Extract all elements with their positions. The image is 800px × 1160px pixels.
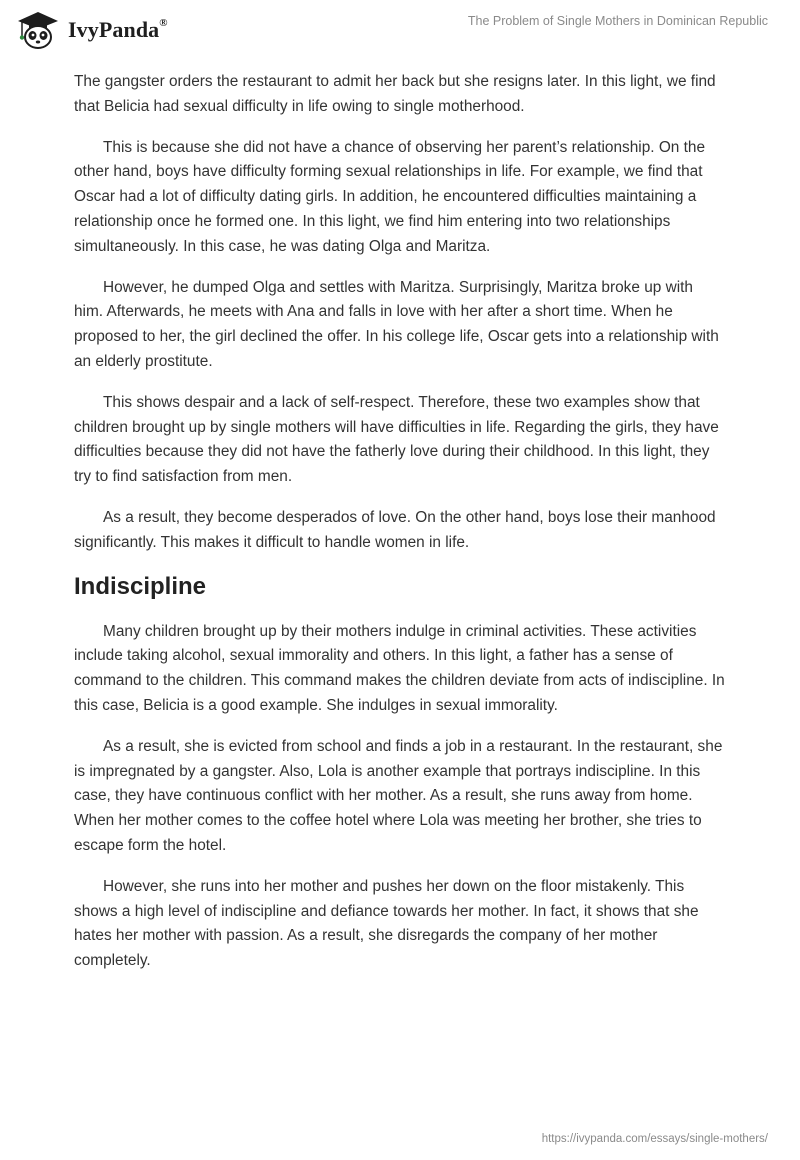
footer-url[interactable]: https://ivypanda.com/essays/single-mothers/ bbox=[541, 1133, 768, 1145]
essay-body bbox=[74, 70, 726, 990]
paragraph: This shows despair and a lack of self-respect. Therefore, these two examples show that children brought up by single mothers will have difficulties in life. Regarding the girls, they have difficulties because they did not have the fatherly love during their childhood. In this light, they try to find satisfaction from men. bbox=[74, 393, 719, 486]
logo[interactable] bbox=[14, 8, 168, 52]
page-header bbox=[0, 0, 800, 60]
paragraph: Many children brought up by their mothers indulge in criminal activities. These activities include taking alcohol, sexual immorality and others. In this light, a father has a sense of command to the children. This command makes the children deviate from acts of indiscipline. In this case, Belicia is a good example. She indulges in sexual immorality. bbox=[74, 622, 725, 714]
paragraph: This is because she did not have a chance of observing her parent’s relationship. On the other hand, boys have difficulty forming sexual relationships in life. For example, we find that Oscar had a lot of difficulty dating girls. In addition, he encountered difficulties maintaining a relationship once he formed one. In this light, we find him entering into two relationships simultaneously. In this case, he was dating Olga and Maritza. bbox=[74, 138, 706, 255]
brand-name: IvyPanda® bbox=[68, 16, 168, 42]
paragraph: However, he dumped Olga and settles with Maritza. Surprisingly, Maritza broke up with him. Afterwards, he meets with Ana and falls in love with her after a short time. When he proposed to her, the girl declined the offer. In his college life, Oscar gets into a relationship with an elderly prostitute. bbox=[74, 278, 719, 370]
paragraph: As a result, she is evicted from school and finds a job in a restaurant. In the restaurant, she is impregnated by a gangster. Also, Lola is another example that portrays indiscipline. In this case, they have continuous conflict with her mother. As a result, she runs away from home. When her mother comes to the coffee hotel where Lola was meeting her brother, she tries to escape form the hotel. bbox=[74, 737, 723, 854]
panda-logo-icon bbox=[14, 8, 62, 52]
section-heading: Indiscipline bbox=[74, 572, 207, 600]
document-title: The Problem of Single Mothers in Dominican Republic bbox=[467, 14, 768, 28]
paragraph: The gangster orders the restaurant to admit her back but she resigns later. In this light, we find that Belicia had sexual difficulty in life owing to single motherhood. bbox=[74, 73, 716, 115]
paragraph: As a result, they become desperados of love. On the other hand, boys lose their manhood significantly. This makes it difficult to handle women in life. bbox=[74, 508, 716, 551]
paragraph: However, she runs into her mother and pushes her down on the floor mistakenly. This shows a high level of indiscipline and defiance towards her mother. In fact, it shows that she hates her mother with passion. As a result, she disregards the company of her mother completely. bbox=[74, 877, 699, 970]
